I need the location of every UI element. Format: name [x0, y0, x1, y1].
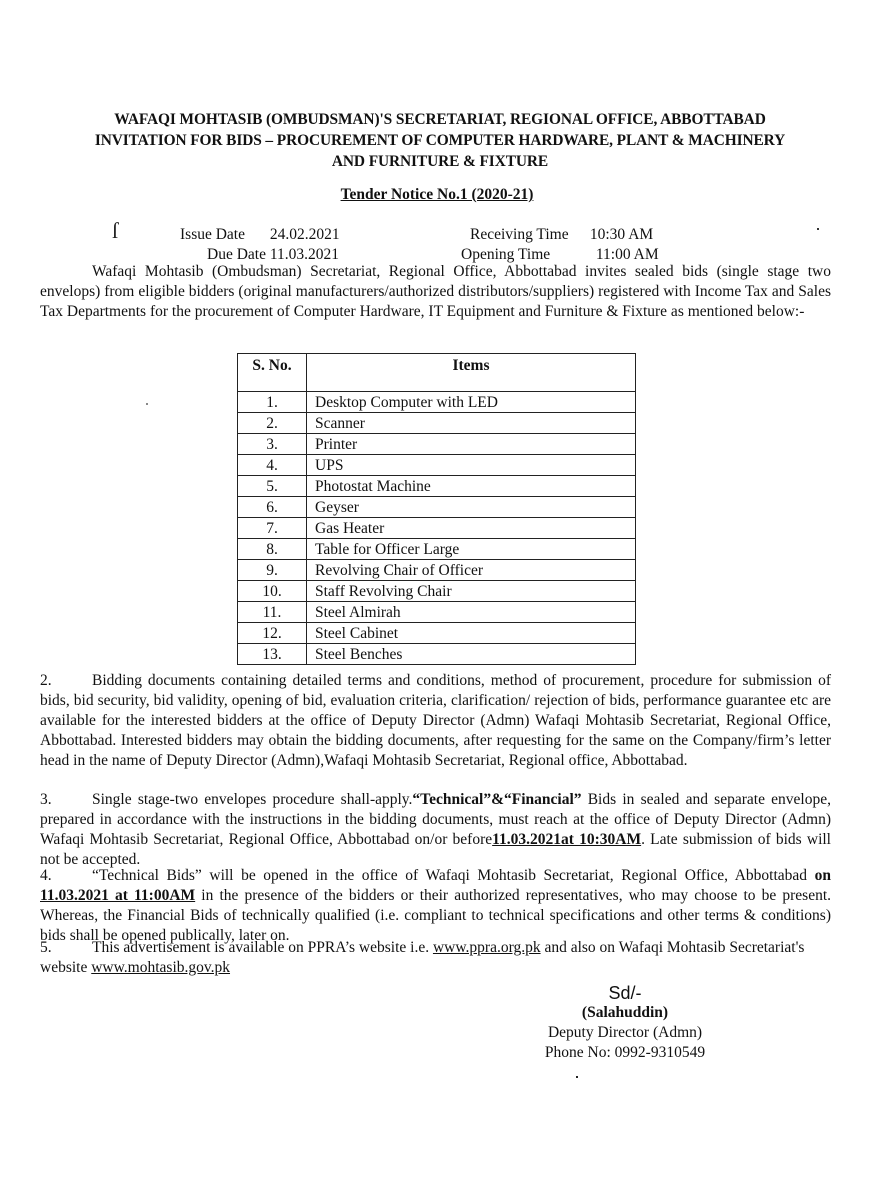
- row-sno: 11.: [238, 602, 307, 623]
- scan-speck: [817, 228, 819, 230]
- items-table-body: [238, 392, 636, 665]
- header-items: Items: [307, 354, 636, 392]
- table-row: [238, 455, 636, 476]
- row-item: UPS: [307, 455, 636, 476]
- paragraph-3-bid-types: “Technical”&“Financial”: [412, 791, 582, 808]
- opening-time-label: Opening Time: [461, 246, 551, 263]
- notice-title-text: Tender Notice No.1 (2020-21): [340, 186, 534, 203]
- receiving-time-label: Receiving Time: [470, 226, 569, 243]
- paragraph-3-text-a: Single stage-two envelopes procedure shall-apply.: [92, 791, 413, 808]
- paragraph-2-number: 2.: [40, 672, 52, 689]
- row-sno: 1.: [238, 392, 307, 413]
- ppra-website-link[interactable]: www.ppra.org.pk: [432, 939, 541, 956]
- row-sno: 10.: [238, 581, 307, 602]
- paragraph-2: [40, 671, 831, 771]
- due-date-label: Due Date: [207, 246, 266, 263]
- heading-line-3: AND FURNITURE & FIXTURE: [331, 153, 549, 170]
- row-item: Steel Benches: [307, 644, 636, 665]
- table-row: [238, 602, 636, 623]
- signature-sd: Sd/-: [608, 983, 642, 1003]
- opening-datetime: 11.03.2021 at 11:00AM: [40, 887, 196, 904]
- opening-time-value: 11:00 AM: [595, 246, 659, 263]
- row-sno: 9.: [238, 560, 307, 581]
- issue-date-row: [180, 225, 340, 245]
- row-item: Staff Revolving Chair: [307, 581, 636, 602]
- paragraph-4-number: 4.: [40, 867, 52, 884]
- receiving-time-value: 10:30 AM: [589, 226, 654, 243]
- table-row: [238, 434, 636, 455]
- table-row: [238, 539, 636, 560]
- paragraph-5-text-b: and also on Wafaqi Mohtasib Secretariat's website: [40, 939, 805, 976]
- signatory-phone: Phone No: 0992-9310549: [544, 1044, 706, 1061]
- issue-date-value: 24.02.2021: [269, 226, 340, 243]
- scan-speck: [146, 403, 148, 405]
- row-item: Gas Heater: [307, 518, 636, 539]
- row-item: Steel Almirah: [307, 602, 636, 623]
- row-sno: 2.: [238, 413, 307, 434]
- paragraph-4-on: on: [814, 867, 831, 884]
- header-sno: S. No.: [238, 354, 307, 392]
- paragraph-4-text-a: “Technical Bids” will be opened in the office of Wafaqi Mohtasib Secretariat, Regional Office, Abbottabad: [92, 867, 815, 884]
- due-date-value: 11.03.2021: [269, 246, 340, 263]
- table-row: [238, 560, 636, 581]
- paragraph-3-number: 3.: [40, 791, 52, 808]
- signatory-name: (Salahuddin): [581, 1004, 669, 1021]
- submission-deadline: 11.03.2021at 10:30AM: [492, 831, 642, 848]
- table-row: [238, 497, 636, 518]
- row-sno: 6.: [238, 497, 307, 518]
- row-sno: 4.: [238, 455, 307, 476]
- paragraph-4-text-b: in the presence of the bidders or their authorized representatives, who may choose to be present. Whereas, the Financial Bids of technically qualified (i.e. compliant to technical specifications and other terms & conditions) bids shall be opened publically, later on.: [40, 887, 832, 944]
- row-item: Printer: [307, 434, 636, 455]
- table-row: [238, 476, 636, 497]
- paragraph-4: [40, 866, 831, 946]
- intro-paragraph: [40, 262, 831, 322]
- paragraph-2-text: Bidding documents containing detailed terms and conditions, method of procurement, procedure for submission of bids, bid security, bid validity, opening of bid, evaluation criteria, clarification/ rejection of bids, performance guarantee etc are available for the interested bidders at the office of Deputy Director (Admn) Wafaqi Mohtasib Secretariat, Regional Office, Abbottabad. Interested bidders may obtain the bidding documents, after requesting for the same on the Company/firm’s letter head in the name of Deputy Director (Admn),Wafaqi Mohtasib Secretariat, Regional office, Abbottabad.: [40, 672, 831, 769]
- table-row: [238, 413, 636, 434]
- table-row: [238, 392, 636, 413]
- paragraph-3-text-c: . Late submission of bids will not be accepted.: [40, 831, 831, 868]
- scan-speck: [576, 1076, 578, 1078]
- table-row: [238, 623, 636, 644]
- table-row: [238, 581, 636, 602]
- row-item: Revolving Chair of Officer: [307, 560, 636, 581]
- receiving-time-row: [470, 225, 653, 245]
- paragraph-5-number: 5.: [40, 939, 52, 956]
- row-item: Desktop Computer with LED: [307, 392, 636, 413]
- paragraph-3-text-b: Bids in sealed and separate envelope, prepared in accordance with the instructions in the bidding documents, must reach at the office of Deputy Director (Admn) Wafaqi Mohtasib Secretariat, Regional Office, Abbottabad on/or before: [40, 791, 831, 848]
- signatory-designation: Deputy Director (Admn): [547, 1024, 703, 1041]
- document-heading: [40, 109, 840, 172]
- row-item: Geyser: [307, 497, 636, 518]
- paragraph-5: [40, 938, 831, 978]
- heading-line-1: WAFAQI MOHTASIB (OMBUDSMAN)'S SECRETARIAT, REGIONAL OFFICE, ABBOTTABAD: [114, 111, 766, 128]
- scan-mark-icon: ſ: [112, 218, 119, 243]
- mohtasib-website-link[interactable]: www.mohtasib.gov.pk: [91, 959, 231, 976]
- signature-block: [500, 983, 750, 1063]
- row-sno: 3.: [238, 434, 307, 455]
- row-sno: 13.: [238, 644, 307, 665]
- paragraph-5-text-a: This advertisement is available on PPRA’s website i.e.: [92, 939, 433, 956]
- items-table-header: [238, 354, 636, 392]
- table-row: [238, 518, 636, 539]
- items-table: [237, 353, 636, 665]
- heading-line-2: INVITATION FOR BIDS – PROCUREMENT OF COMPUTER HARDWARE, PLANT & MACHINERY: [94, 132, 786, 149]
- intro-text: Wafaqi Mohtasib (Ombudsman) Secretariat, Regional Office, Abbottabad invites sealed bids (single stage two envelops) from eligible bidders (original manufacturers/authorized distributors/suppliers) registered with Income Tax and Sales Tax Departments for the procurement of Computer Hardware, IT Equipment and Furniture & Fixture as mentioned below:-: [40, 263, 831, 320]
- row-item: Steel Cabinet: [307, 623, 636, 644]
- notice-title: [0, 186, 874, 204]
- row-item: Scanner: [307, 413, 636, 434]
- row-item: Table for Officer Large: [307, 539, 636, 560]
- row-sno: 12.: [238, 623, 307, 644]
- paragraph-3: [40, 790, 831, 870]
- row-sno: 7.: [238, 518, 307, 539]
- table-row: [238, 644, 636, 665]
- row-item: Photostat Machine: [307, 476, 636, 497]
- row-sno: 8.: [238, 539, 307, 560]
- row-sno: 5.: [238, 476, 307, 497]
- issue-date-label: Issue Date: [180, 226, 245, 243]
